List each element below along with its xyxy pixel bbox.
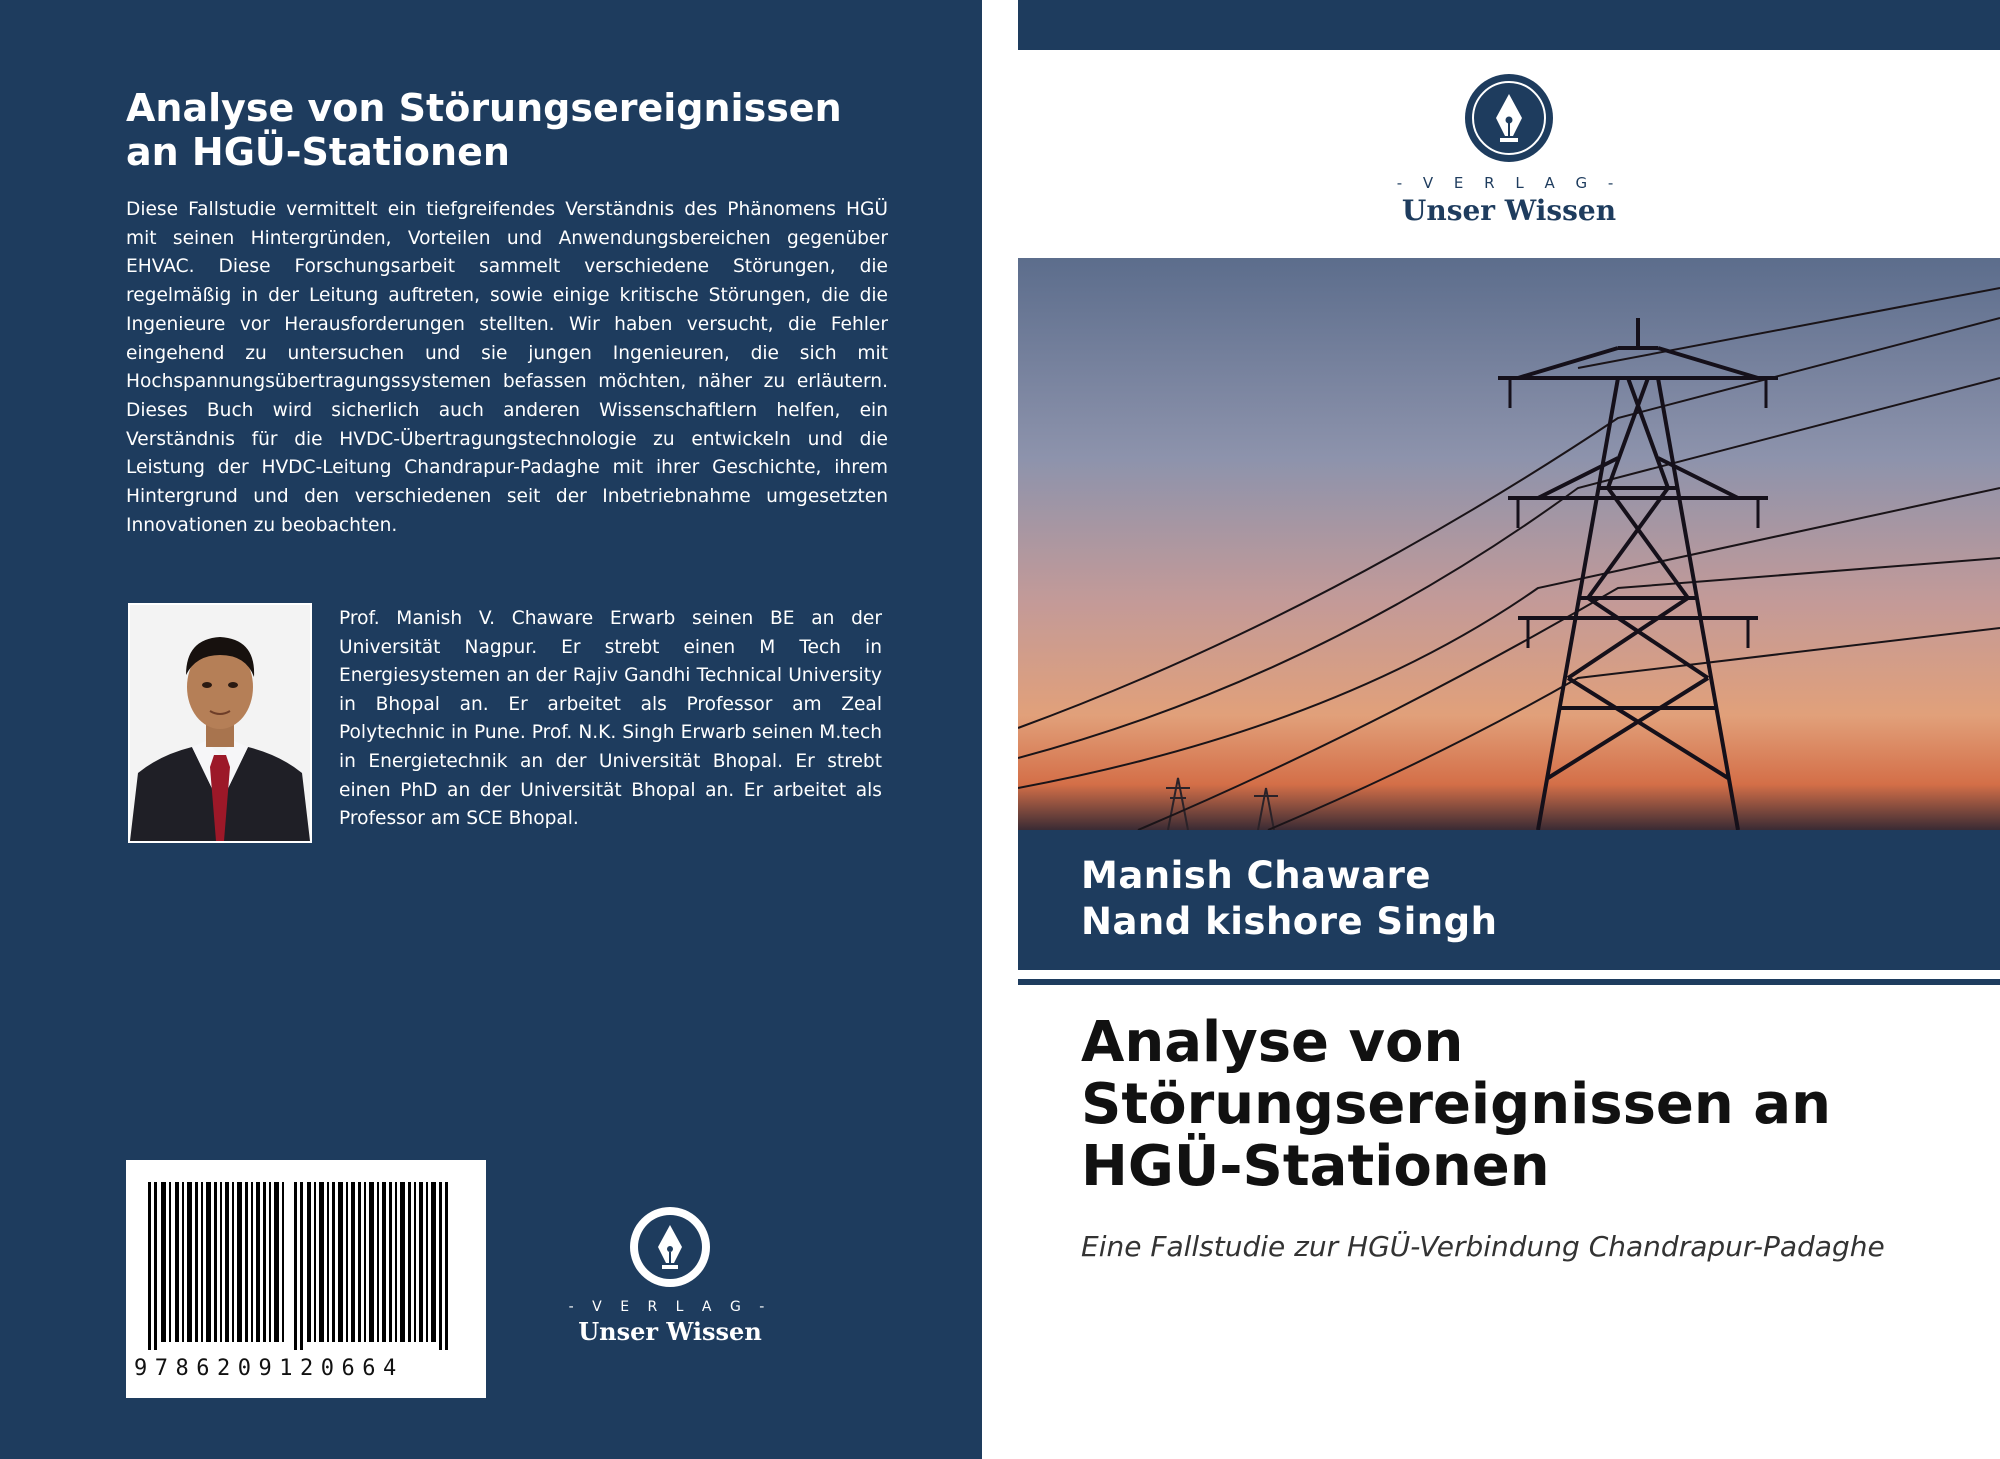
author-portrait-image xyxy=(130,605,310,841)
barcode-graphic xyxy=(126,1160,486,1350)
front-cover xyxy=(1018,0,2000,1459)
front-top-bar xyxy=(1018,0,2000,50)
back-verlag-label: - V E R L A G - xyxy=(568,1299,772,1315)
pen-nib-icon xyxy=(628,1205,712,1289)
author-photo xyxy=(128,603,312,843)
author-band xyxy=(1018,830,2000,970)
pen-nib-icon xyxy=(1463,72,1555,164)
sunset-power-lines-image xyxy=(1018,258,2000,830)
front-publisher-logo xyxy=(1358,72,1660,227)
back-cover xyxy=(0,0,982,1459)
author-name-2: Nand kishore Singh xyxy=(1081,900,1498,943)
author-name-1: Manish Chaware xyxy=(1081,854,1432,897)
back-publisher-name: Unser Wissen xyxy=(578,1317,762,1346)
back-publisher-logo xyxy=(560,1205,780,1345)
front-verlag-label: - V E R L A G - xyxy=(1396,174,1622,192)
cover-photo-transmission-towers xyxy=(1018,258,2000,830)
front-publisher-name: Unser Wissen xyxy=(1401,194,1617,227)
back-cover-title: Analyse von Störungsereignissen an HGÜ-Stationen xyxy=(126,86,842,174)
isbn-barcode xyxy=(126,1160,486,1398)
divider-rule xyxy=(1018,979,2000,985)
front-cover-title: Analyse von Störungsereignissen an HGÜ-Stationen xyxy=(1081,1010,1831,1199)
back-cover-description: Diese Fallstudie vermittelt ein tiefgreifendes Verständnis des Phänomens HGÜ mit seinen Hintergründen, Vorteilen und Anwendungsbereichen gegenüber EHVAC. Diese Forschungsarbeit sammelt verschiedene Störungen, die regelmäßig in der Leitung auftreten, sowie einige kritische Störungen, die die Ingenieure vor Herausforderungen stellten. Wir haben versucht, die Fehler eingehend zu untersuchen und sie jungen Ingenieuren, die sich mit Hochspannungsübertragungssystemen befassen möchten, näher zu erläutern. Dieses Buch wird sicherlich auch anderen Wissenschaftlern helfen, ein Verständnis für die HVDC-Übertragungstechnologie zu entwickeln und die Leistung der HVDC-Leitung Chandrapur-Padaghe mit ihrer Geschichte, ihrem Hintergrund und den verschiedenen seit der Inbetriebnahme umgesetzten Innovationen zu beobachten. xyxy=(126,199,888,536)
front-cover-subtitle: Eine Fallstudie zur HGÜ-Verbindung Chandrapur-Padaghe xyxy=(1081,1230,1885,1263)
author-bio: Prof. Manish V. Chaware Erwarb seinen BE an der Universität Nagpur. Er strebt einen M Tech in Energiesystemen an der Rajiv Gandhi Technical University in Bhopal an. Er arbeitet als Professor am Zeal Polytechnic in Pune. Prof. N.K. Singh Erwarb seinen M.tech in Energietechnik an der Universität Bhopal. Er strebt einen PhD an der Universität Bhopal an. Er arbeitet als Professor am SCE Bhopal. xyxy=(339,608,882,830)
isbn-number: 9786209120664 xyxy=(134,1356,404,1381)
spine xyxy=(982,0,1018,1459)
